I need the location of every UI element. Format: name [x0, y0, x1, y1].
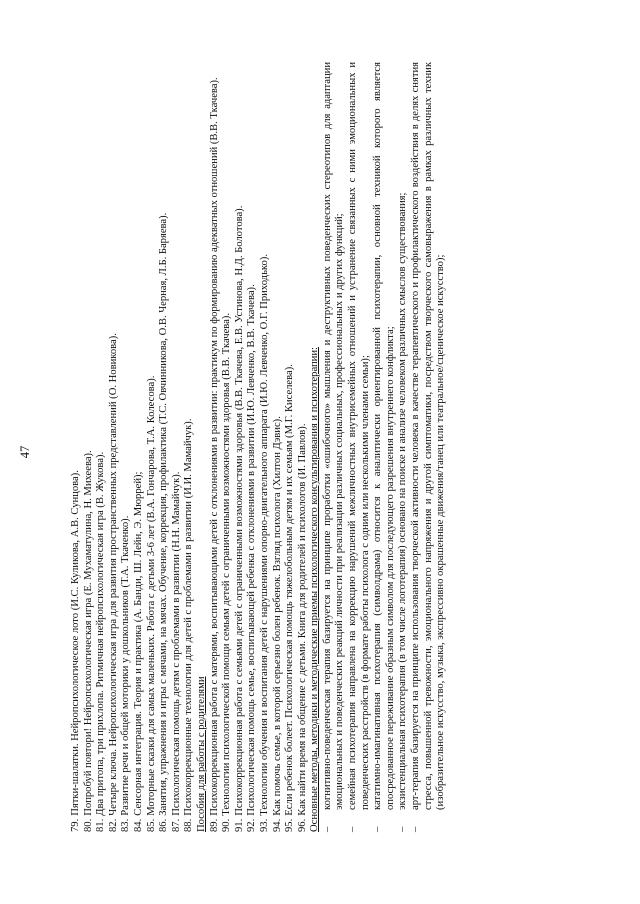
list-item-text: Психокоррекционные технологии для детей с проблемами в развитии (И.И. Мамайчук).	[183, 418, 195, 816]
list-item-text: Технологии психологической помощи семьям детей с ограниченными возможностями здоровья (В.В. Ткачева).	[221, 312, 233, 816]
list-item	[133, 62, 146, 832]
list-item-text: Как помочь семье, в которой серьезно болен ребенок. Взгляд психолога (Хилтон Дэвис).	[271, 416, 283, 816]
list-item-text: Моторные сказки для самых маленьких. Работа с детьми 3-6 лет (В.А. Гончарова, Т.А. Колесова).	[145, 375, 157, 816]
list-item-number: 91.	[233, 818, 245, 832]
list-item-number: 84.	[132, 818, 144, 832]
method-bullet	[347, 62, 372, 832]
method-bullet-text: экзистенциальная психотерапия (в том числе логотерапия) основано на поиске и анализе человеком различных смыслов существования;	[397, 192, 409, 810]
list-item	[209, 62, 222, 832]
bullet-dash: –	[397, 826, 409, 832]
list-item-text: Как найти время на общение с детьми. Книга для родителей и психологов (И. Павлов).	[296, 423, 308, 816]
method-bullet	[410, 62, 448, 832]
method-bullet-text: арт-терапия базируется на принципе использования творческой активности человека в качестве терапевтического и профилактического воздействия в делях снятия стресса, повышенной тревожности, эмоционального напряжения и другой симптоматики, посредством творческого самовыражения в рамках различных техник (изобразительное искусство, музыка, экспрессивно окрашенные движения/танец или театральное/сценическое искусство);	[410, 62, 447, 810]
list-item-number: 90.	[221, 818, 233, 832]
list-item	[234, 62, 247, 832]
list-item	[108, 62, 121, 832]
list-item	[284, 62, 297, 832]
list-item	[297, 62, 310, 832]
section-heading-methods: Основные методы, методики и методические приемы психологического консультирования и психотерапии:	[309, 347, 321, 832]
bibliography-list-parents	[209, 62, 310, 832]
list-item-text: Психокоррекционная работа с семьями детей с ограниченными возможностями здоровья (В.В. Ткачева, Е.В. Устинова, Н.Д. Болотова).	[233, 205, 245, 816]
page-content	[70, 62, 448, 832]
list-item-text: Технологии обучения и воспитания детей с нарушениями опорно-двигательного аппарата (И.Ю. Левченко, О.Г. Приходько).	[258, 254, 270, 816]
list-item-number: 95.	[284, 818, 296, 832]
list-item	[158, 62, 171, 832]
list-item-number: 79.	[70, 818, 81, 832]
list-item	[83, 62, 96, 832]
bullet-dash: –	[347, 826, 359, 832]
method-bullet-text: кататимно-имагинативная психотерапия (символдрама) относится к аналитически ориентированной психотерапии, основной техникой которого является опосредованное переживание образным символом для последующего разрешения внутреннего конфликта;	[372, 62, 396, 810]
list-item-number: 82.	[107, 818, 119, 832]
list-item	[272, 62, 285, 832]
section-heading-parents: Пособия для работы с родителями	[195, 676, 207, 832]
list-item-number: 94.	[271, 818, 283, 832]
bibliography-list	[70, 62, 196, 832]
list-item	[259, 62, 272, 832]
list-item-text: Психокоррекционная работа с матерями, воспитывающими детей с отклонениями в развитии: практикум по формированию адекватных отношений (В.В. Ткачева).	[208, 77, 220, 816]
list-item-text: Психологическая помощь детям с проблемами в развитии (Н.Н. Мамайчук).	[170, 471, 182, 816]
list-item-number: 85.	[145, 818, 157, 832]
list-item-number: 86.	[158, 818, 170, 832]
page-number: 47	[18, 445, 32, 459]
bullet-dash: –	[372, 826, 384, 832]
list-item-text: Два притопа, три прихлопа. Ритмичная нейропсихологическая игра (В. Жукова).	[95, 451, 107, 816]
list-item	[183, 62, 196, 832]
bullet-dash: –	[321, 826, 333, 832]
list-item-text: Развитие речи и общей моторики у дошкольников (Т.А. Ткаченко).	[120, 515, 132, 816]
list-item-number: 81.	[95, 818, 107, 832]
method-bullet-text: семейная психотерапия направлена на коррекцию нарушений межличностных внутрисемейных отношений и устранение связанных с ними эмоциональных и поведенческих расстройств (в формате работы психолога с одним или несколькими членами семьи);	[347, 62, 371, 810]
list-item-number: 83.	[120, 818, 132, 832]
list-item	[95, 62, 108, 832]
list-item-number: 80.	[82, 818, 94, 832]
list-item	[221, 62, 234, 832]
list-item-text: Попробуй повтори! Нейропсихологическая игра (Е. Мухаматулина, Н. Михеева).	[82, 450, 94, 816]
list-item-number: 92.	[246, 818, 258, 832]
list-item	[70, 62, 83, 832]
list-item-number: 89.	[208, 818, 220, 832]
list-item-number: 88.	[183, 818, 195, 832]
list-item	[146, 62, 159, 832]
methods-bullet-list	[322, 62, 448, 832]
list-item	[246, 62, 259, 832]
list-item-number: 87.	[170, 818, 182, 832]
list-item-number: 96.	[296, 818, 308, 832]
bullet-dash: –	[410, 826, 422, 832]
list-item	[120, 62, 133, 832]
list-item-text: Занятия, упражнения и игры с мячами, на мячах. Обучение, коррекция, профилактика (Т.С. Овчинникова, О.В. Черная, Л.Б. Баряева).	[158, 212, 170, 816]
list-item-text: Четыре ключа. Нейропсихологическая игра для развития пространственных представлений (О. Новикова).	[107, 333, 119, 816]
method-bullet	[397, 62, 410, 832]
list-item-number: 93.	[258, 818, 270, 832]
list-item-text: Психологическая помощь семье, воспитывающей ребенка с отклонениями в развитии (И.Ю. Левченко, В.В. Ткачева).	[246, 284, 258, 816]
list-item-text: Сенсорная интеграция. Теория и практика (А. Банди, Ш. Лейн, Э. Мюррей);	[132, 471, 144, 816]
method-bullet	[322, 62, 347, 832]
list-item-text: Пятки-шалатки. Нейропсихологическое лото (И.С. Куликова, А.В. Сунцова).	[70, 470, 81, 816]
method-bullet	[372, 62, 397, 832]
list-item-text: Если ребенок болеет. Психологическая помощь тяжелобольным детям и их семьям (М.Г. Киселева).	[284, 364, 296, 816]
method-bullet-text: когнитивно-поведенческая терапия базируется на принципе проработки «ошибочного» мышления и деструктивных поведенческих стереотипов для адаптации эмоциональных и поведенческих реакций личности при реализации различных социальных, профессиональных и других функций;	[321, 62, 346, 810]
list-item	[171, 62, 184, 832]
